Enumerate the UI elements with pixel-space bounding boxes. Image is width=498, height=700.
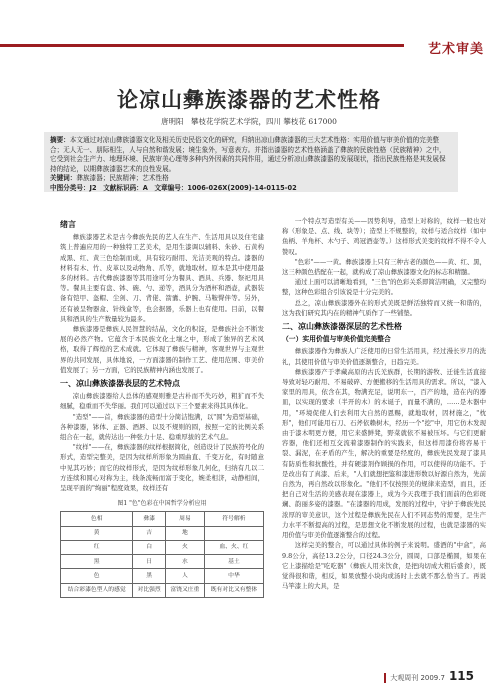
table-cell: 水 bbox=[165, 555, 204, 569]
header-bar bbox=[0, 44, 404, 47]
paragraph: "造型"——首，彝族漆器的造型十分简洁饱满，以"圆"为造型基础，各种漆器，钵体、正器、酒唇、以及不规则的圆，按照一定的比例关系组合在一起，就传达出一种张力十足、稳重厚拔的艺术气息。 bbox=[60, 412, 264, 442]
figure-caption: 图1 "色"色彩在中国哲学分析应用 bbox=[117, 500, 207, 508]
footer-bar bbox=[384, 673, 386, 683]
heading-section-2: 二、凉山彝族漆器深层的艺术性格 bbox=[282, 322, 402, 332]
table-cell: 对比强烈 bbox=[133, 583, 165, 597]
paragraph: 彝族漆器是彝族人民智慧的结晶，文化的积淀，是彝族社会不断发展的必然产物。它蕴含于本民族文化土壤之中，形成了独异的艺术风格，取得了辉煌的艺术成就。它体现了彝族与精神，客观世界与主观世界的共同发展，具体地说，一方面漆器的制作工艺、使用范围、审美价值发展了；另一方面，它的民族精神内涵也发展了。 bbox=[60, 325, 264, 374]
table-cell: 彝漆 bbox=[133, 512, 165, 526]
table-cell: 既有对比又有整体 bbox=[204, 583, 263, 597]
paragraph: 通过上面可以清晰地看到，"三色"的色彩关系即简洁明确，又完整均整，这种色彩组合引该说是十分完美的。 bbox=[282, 278, 487, 297]
paragraph: 总之，凉山彝族漆器外在的形式美既是鲜活独特而又统一和谐的，这为我们研究其内在的精神气质作了一些铺垫。 bbox=[282, 298, 486, 317]
paragraph: 一个特点写造型有关——因势利导，造型上对称的，纹样一般也对称（形象是、点、线、块等）；造型上不规整的，纹样与适合纹样（如中鱼柄、羊角杯、木勺子、鸡冠酒壶等。）这样形式美变的纹样不得不令人赞叹。 bbox=[282, 217, 486, 256]
table-cell: 黑 bbox=[133, 569, 165, 583]
left-column bbox=[60, 216, 264, 598]
table-cell: 人 bbox=[165, 569, 204, 583]
table-cell: 富饶又庄重 bbox=[165, 583, 204, 597]
figure-1 bbox=[60, 499, 264, 597]
table-row bbox=[61, 583, 264, 597]
table-cell bbox=[204, 526, 263, 540]
heading-section-2-1: （一）实用价值与审美价值完美整合 bbox=[282, 335, 391, 344]
paragraph: "色彩"——一黄。彝族漆器上只有三种古老的颜色——黄、红、黑，这三种颜色搭配在一起，就构成了凉山彝族漆器文化的标志和精髓。 bbox=[282, 257, 487, 277]
table-cell: 基土 bbox=[204, 555, 263, 569]
page-number: 115 bbox=[448, 669, 474, 683]
table-cell: 黑 bbox=[61, 555, 133, 569]
heading-section-1: 一、凉山彝族漆器表层的艺术特点 bbox=[60, 379, 180, 389]
paragraph: 彝族漆器艺术是古今彝族先民的艺人在生产、生活用具以及住宅建筑上普遍应用的一种独特工艺美术，是用生漆调以辅料、朱砂、石黄构成黑、红、黄三色绘制而成，具有较巧耐用、光洁美观的特点。漆器的材料有木、竹、皮革以及动物角、爪等，就地取材。原本是其中使用最多的材料。古代彝族漆器等其用途可分为餐具、酒具、兵器、祭祀用具等。餐具主要有盘、钵、碗、勺、递等，酒具分为酒杯和酒壶，武器装备有铠甲、盔帽、尘剑、刀、背佬、箭囊、护腕、马鞍臀伴等。另外，还有被呈物器盒、针线盒等，也会据器，乐器上也有使用。目前，以餐具和酒具的生产数量较为最多。 bbox=[60, 233, 264, 323]
table-row bbox=[61, 555, 264, 569]
table-row bbox=[61, 512, 264, 526]
table-cell: 中华 bbox=[204, 569, 263, 583]
journal-name: 大观周刊 2009.7 bbox=[390, 674, 445, 682]
table-cell: 火 bbox=[165, 540, 204, 554]
table-cell: 色 bbox=[61, 569, 133, 583]
paragraph: 凉山彝族漆器给人总体的感观则雅是古朴而不失巧妙，粗犷而不失细腻，稳重而不失华丽。我们可以通过以下三个要素来得其具体化。 bbox=[60, 392, 264, 411]
paragraph: 这样完美的整合，可以通过具体的例子来说明。盛酒的"中盒"，高9.8公分，高径13.2公分，口径24.3公分，圆周，口部是椭圆，如果在它上漆描绘是"吃吃器"（彝族人用来饮食，是把肉切成大粗后盛食），既觉得很和谐，相反，如果放整小块肉或汤时上去就不那么恰当了。再说马竿漆上的大具，是 bbox=[282, 541, 486, 591]
table-row bbox=[61, 569, 264, 583]
table-cell: 黄 bbox=[61, 526, 133, 540]
page-footer bbox=[384, 669, 474, 683]
table-cell: 红 bbox=[61, 540, 133, 554]
table-row bbox=[61, 526, 264, 540]
table-row bbox=[61, 540, 264, 554]
table-cell: 地 bbox=[165, 526, 204, 540]
figure-table bbox=[60, 511, 264, 597]
table-cell: 白 bbox=[133, 540, 165, 554]
table-cell: 符号解析 bbox=[204, 512, 263, 526]
table-cell: 结合彩漆色型人的感觉 bbox=[61, 583, 133, 597]
table-cell: 周易 bbox=[165, 512, 204, 526]
article-title: 论凉山彝族漆器的艺术性格 bbox=[117, 87, 381, 112]
abstract-box bbox=[44, 132, 458, 192]
keywords-label: 关键词： bbox=[50, 174, 77, 182]
abstract-label: 摘要： bbox=[50, 136, 70, 144]
table-cell: 色相 bbox=[61, 512, 133, 526]
keywords: 彝族漆器；民族精神；艺术性格 bbox=[76, 174, 169, 182]
table-cell: 吉 bbox=[133, 526, 165, 540]
heading-intro: 绪言 bbox=[60, 220, 76, 229]
right-column bbox=[282, 216, 486, 591]
table-cell: 日 bbox=[133, 555, 165, 569]
abstract-text: 本文通过对凉山彝族漆器文化及相关历史民俗文化的研究，归纳出凉山彝族漆器的三大艺术性格：实用价值与审美价值的完美整合；无人无一、朋际相生，人与自然和谐发展；境生象外，写意表方。并指出漆器的艺术性格涵盖了彝族的民族性格（民族精神）之中，它受到社会生产力、地理环境、民族审美心理等多种内外因素的共同作用，通过分析凉山彝族漆器的发展现状，指出民族性格是其发展保持的结论，以期彝族漆器艺术的良性发展。 bbox=[50, 136, 446, 173]
article-meta: 中图分类号：J2 文献标识码：A 文章编号：1006-026X(2009)-14-0115-02 bbox=[50, 183, 297, 192]
paragraph: 彝族漆器产于孝藏高原的古氏羌族群，长期的游牧、迁徙生活直接导致对轻巧耐用、不易破碎、方便搬移的生活用具的需求。所以，"漆入家里的用具，依含在其，物满充足，说明东一，百产的地，造在内的器皿，以实现的要求（半开的木）的木诞子，而量不满的，……是木器中用，"环境促使人们去利用大自然的恩赐，就地取材，因材施之，"枕形"，他们可能用石刀、石斧依赖树木，经历一个"挖"中，用它仿木发现由于漆木明更方便，用它来盛鲜凳，野菜就依不易被压坏。与它们更耐容器，他们还相互交流着漆器制作的实践来，但这样用漆份将容易干裂、漏泥，在矛盾的产生，解决的重要是经度的，彝族先民发现了漆具有防质性和抗酸性，并有硬漆剂作顾损的作用，可以使得的功能不。于是改出有了真漆、后来，"人们就想把鉴和漆进形数以好源自然为，先前自然为，再自然改以形象化。"他们不仅按照美的规律来造型，而且，还把自己对生活的美感表现在漆器上，成为今天我理于我们面前的色彩斑斓、韵丽多姿的漆器。"在漆器的用成，发展的过程中，守护于彝族先民浓厚的审美意识，这个过程是彝族先民在人们不同态势的需要，是生产力水平不断提高的过程，是思想文化不断发展的过程，也就是漆器的实用价值与审美价值逐渐整合的过程。 bbox=[282, 367, 486, 540]
article-authors: 唐明阳 攀枝花学院艺术学院，四川 攀枝花 617000 bbox=[161, 117, 337, 126]
table-cell: 血、火、红 bbox=[204, 540, 263, 554]
paragraph: 彝族漆器作为彝族人广泛使用的日常生活用具，经过漫长岁月的洗礼，其使用价值与审美价值逐渐整合，日趋完美。 bbox=[282, 347, 486, 366]
paragraph: "纹样"——在，彝族漆器的纹样根据简化，创造设计了民族符号化的形式，造型完整美，是因为纹样所形象为圆曲直、千变万化，有时随意中见其巧妙；而它的纹样形式，是因为纹样形象几何化，归纳有几以二方连续和圆心对称为主，线条流畅而富于变化，婉柔相济，动静相间，呈现平面的"绚丽"程度效果，纹样还有 bbox=[60, 443, 265, 493]
section-tag: 艺术审美 bbox=[427, 42, 484, 57]
